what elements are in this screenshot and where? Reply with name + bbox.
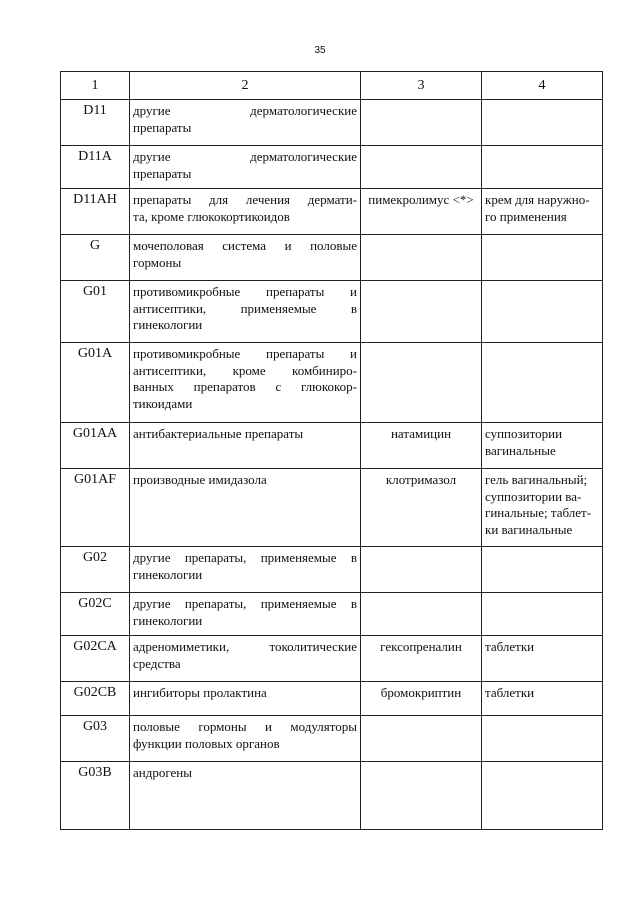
table-row [61,100,603,146]
atc-group-name: половые гормоны и модуляторы функции половых органов [130,716,361,762]
atc-group-name: другие дерматологические препараты [130,146,361,189]
atc-code: G01A [61,343,130,423]
dosage-form: суппозитории вагинальные [482,423,603,469]
atc-group-name: адреномиметики, токолитические средства [130,636,361,682]
drug-name [361,235,482,281]
drug-name: бромокриптин [361,682,482,716]
drug-name: пимекролимус <*> [361,189,482,235]
atc-group-name: производные имидазола [130,469,361,547]
table-row [61,235,603,281]
atc-group-name: другие препараты, применяемые в гинекологии [130,593,361,636]
dosage-form [482,235,603,281]
atc-group-name: противомикробные препараты и антисептики, применяемые в гинекологии [130,281,361,343]
table-row [61,593,603,636]
column-header-4: 4 [482,72,603,100]
atc-group-name: препараты для лечения дермати- та, кроме глюкокортикоидов [130,189,361,235]
atc-group-name: антибактериальные препараты [130,423,361,469]
drug-name [361,100,482,146]
atc-code: G02CB [61,682,130,716]
atc-code: D11AH [61,189,130,235]
atc-code: G02 [61,547,130,593]
drug-name [361,146,482,189]
page-number: 35 [314,45,326,56]
table-row [61,343,603,423]
atc-code: G [61,235,130,281]
atc-group-name: ингибиторы пролактина [130,682,361,716]
dosage-form: таблетки [482,636,603,682]
dosage-form [482,762,603,830]
atc-group-name: андрогены [130,762,361,830]
table-row [61,469,603,547]
dosage-form [482,716,603,762]
drug-name: гексопреналин [361,636,482,682]
atc-code: D11 [61,100,130,146]
dosage-form [482,146,603,189]
table-header-row [61,72,603,100]
atc-code: G01AA [61,423,130,469]
dosage-form [482,547,603,593]
dosage-form [482,593,603,636]
dosage-form [482,343,603,423]
drug-name [361,281,482,343]
atc-code: G01 [61,281,130,343]
table-row [61,547,603,593]
atc-group-name: другие дерматологические препараты [130,100,361,146]
drug-name [361,716,482,762]
dosage-form [482,100,603,146]
drug-name [361,593,482,636]
table-row [61,281,603,343]
drug-name [361,343,482,423]
table-body [61,100,603,830]
dosage-form: гель вагинальный; суппозитории ва-гинальные; таблет-ки вагинальные [482,469,603,547]
column-header-3: 3 [361,72,482,100]
atc-code: G02C [61,593,130,636]
drug-name [361,762,482,830]
atc-group-name: другие препараты, применяемые в гинекологии [130,547,361,593]
atc-code: G02CA [61,636,130,682]
table-row [61,146,603,189]
column-header-1: 1 [61,72,130,100]
table-row [61,762,603,830]
atc-code: G01AF [61,469,130,547]
table-row [61,189,603,235]
atc-code: D11A [61,146,130,189]
dosage-form: крем для наружно-го применения [482,189,603,235]
drug-classification-table [60,71,603,830]
atc-group-name: мочеполовая система и половые гормоны [130,235,361,281]
table-row [61,682,603,716]
drug-name: натамицин [361,423,482,469]
table-row [61,423,603,469]
column-header-2: 2 [130,72,361,100]
dosage-form: таблетки [482,682,603,716]
atc-code: G03B [61,762,130,830]
drug-name [361,547,482,593]
atc-code: G03 [61,716,130,762]
dosage-form [482,281,603,343]
atc-group-name: противомикробные препараты и антисептики, кроме комбиниро- ванных препаратов с глюкокор- тикоидами [130,343,361,423]
table-row [61,716,603,762]
drug-name: клотримазол [361,469,482,547]
table-row [61,636,603,682]
